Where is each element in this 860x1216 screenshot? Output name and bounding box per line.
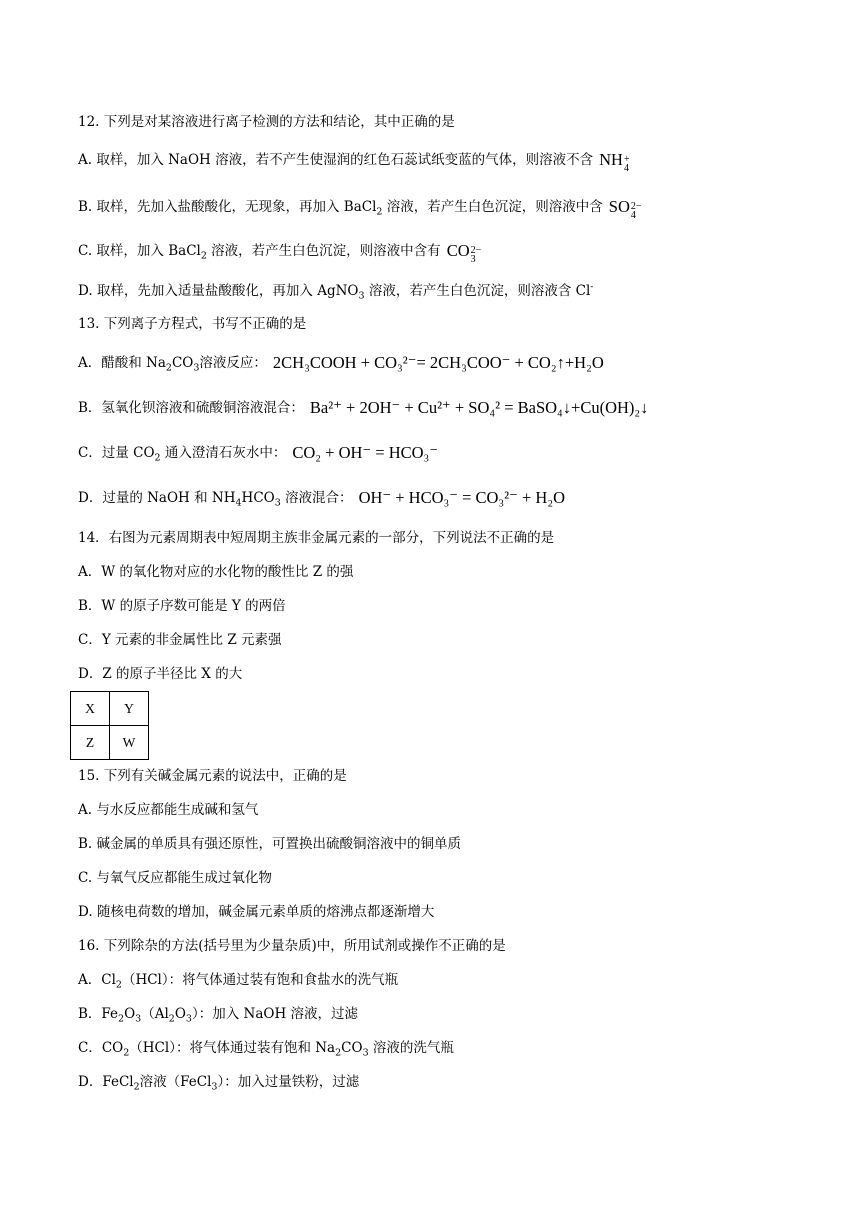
q15-option-b: B. 碱金属的单质具有强还原性，可置换出硫酸铜溶液中的铜单质 xyxy=(78,836,462,852)
q13-option-a: A．醋酸和 $Na_2CO_3$溶液反应： 2CH₃COOH + CO₃²⁻= 2CH₃COO⁻ + CO₂↑+H₂O xyxy=(78,353,604,374)
q12-stem: 12. 下列是对某溶液进行离子检测的方法和结论，其中正确的是 xyxy=(78,114,455,130)
q12-option-a: A. 取样，加入 NaOH 溶液，若不产生使湿润的红色石蕊试纸变蓝的气体，则溶液不含 NH + 4 xyxy=(78,150,630,174)
q16-option-a: A．$Cl_2(HCl)$：将气体通过装有饱和食盐水的洗气瓶 xyxy=(78,972,399,991)
q15-stem: 15. 下列有关碱金属元素的说法中，正确的是 xyxy=(78,768,347,784)
q12-option-c: C. 取样，加入 BaCl$_2$ 溶液，若产生白色沉淀，则溶液中含有 CO 2− 3 xyxy=(78,241,482,265)
q13-option-b: B．氢氧化钡溶液和硫酸铜溶液混合： Ba²⁺ + 2OH⁻ + Cu²⁺ + SO₄² = BaSO₄↓+Cu(OH)₂↓ xyxy=(78,398,649,417)
element-cell: Z xyxy=(71,726,110,760)
so4-ion: SO 2− 4 xyxy=(608,197,642,221)
equation-b: Ba²⁺ + 2OH⁻ + Cu²⁺ + SO₄² = BaSO₄↓+Cu(OH)₂↓ xyxy=(309,398,649,417)
q15-option-c: C. 与氧气反应都能生成过氧化物 xyxy=(78,870,272,886)
element-cell: X xyxy=(71,692,110,726)
q14-stem: 14．右图为元素周期表中短周期主族非金属元素的一部分，下列说法不正确的是 xyxy=(78,530,555,546)
q12-option-d: D. 取样，先加入适量盐酸酸化，再加入 AgNO$_3$ 溶液，若产生白色沉淀，则溶液含 Cl- xyxy=(78,282,594,302)
q14-option-c: C．Y 元素的非金属性比 Z 元素强 xyxy=(78,632,282,648)
q15-option-d: D. 随核电荷数的增加，碱金属元素单质的熔沸点都逐渐增大 xyxy=(78,904,435,920)
equation-a: 2CH₃COOH + CO₃²⁻= 2CH₃COO⁻ + CO₂↑+H₂O xyxy=(272,353,604,372)
q13-stem: 13. 下列离子方程式，书写不正确的是 xyxy=(78,316,307,332)
q16-stem: 16. 下列除杂的方法(括号里为少量杂质)中，所用试剂或操作不正确的是 xyxy=(78,938,506,954)
q16-option-c: C．$CO_2(HCl)$：将气体通过装有饱和 $Na_2CO_3$ 溶液的洗气瓶 xyxy=(78,1040,454,1059)
q13-option-d: D．过量的 NaOH 和 $NH_4HCO_3$ 溶液混合： OH⁻ + HCO₃⁻ = CO₃²⁻ + H₂O xyxy=(78,488,565,509)
q12-option-b: B. 取样，先加入盐酸酸化，无现象，再加入 BaCl$_2$ 溶液，若产生白色沉淀，则溶液中含 SO 2− 4 xyxy=(78,197,642,221)
q16-option-d: D．FeCl$_2$溶液（FeCl$_3$）：加入过量铁粉，过滤 xyxy=(78,1074,360,1093)
periodic-table-fragment xyxy=(70,691,149,760)
nh4-ion: NH + 4 xyxy=(599,150,630,174)
q15-option-a: A. 与水反应都能生成碱和氢气 xyxy=(78,802,259,818)
equation-c: CO₂ + OH⁻ = HCO₃⁻ xyxy=(292,443,438,462)
q16-option-b: B．$Fe_2O_3(Al_2O_3)$：加入 NaOH 溶液，过滤 xyxy=(78,1006,359,1025)
q14-option-a: A．W 的氧化物对应的水化物的酸性比 Z 的强 xyxy=(78,564,354,580)
q14-option-d: D．Z 的原子半径比 X 的大 xyxy=(78,666,243,682)
element-cell: W xyxy=(110,726,149,760)
q14-option-b: B．W 的原子序数可能是 Y 的两倍 xyxy=(78,598,286,614)
q13-option-c: C．过量 $CO_2$ 通入澄清石灰水中： CO₂ + OH⁻ = HCO₃⁻ xyxy=(78,443,438,464)
co3-ion: CO 2− 3 xyxy=(446,241,482,265)
equation-d: OH⁻ + HCO₃⁻ = CO₃²⁻ + H₂O xyxy=(358,488,565,507)
element-cell: Y xyxy=(110,692,149,726)
